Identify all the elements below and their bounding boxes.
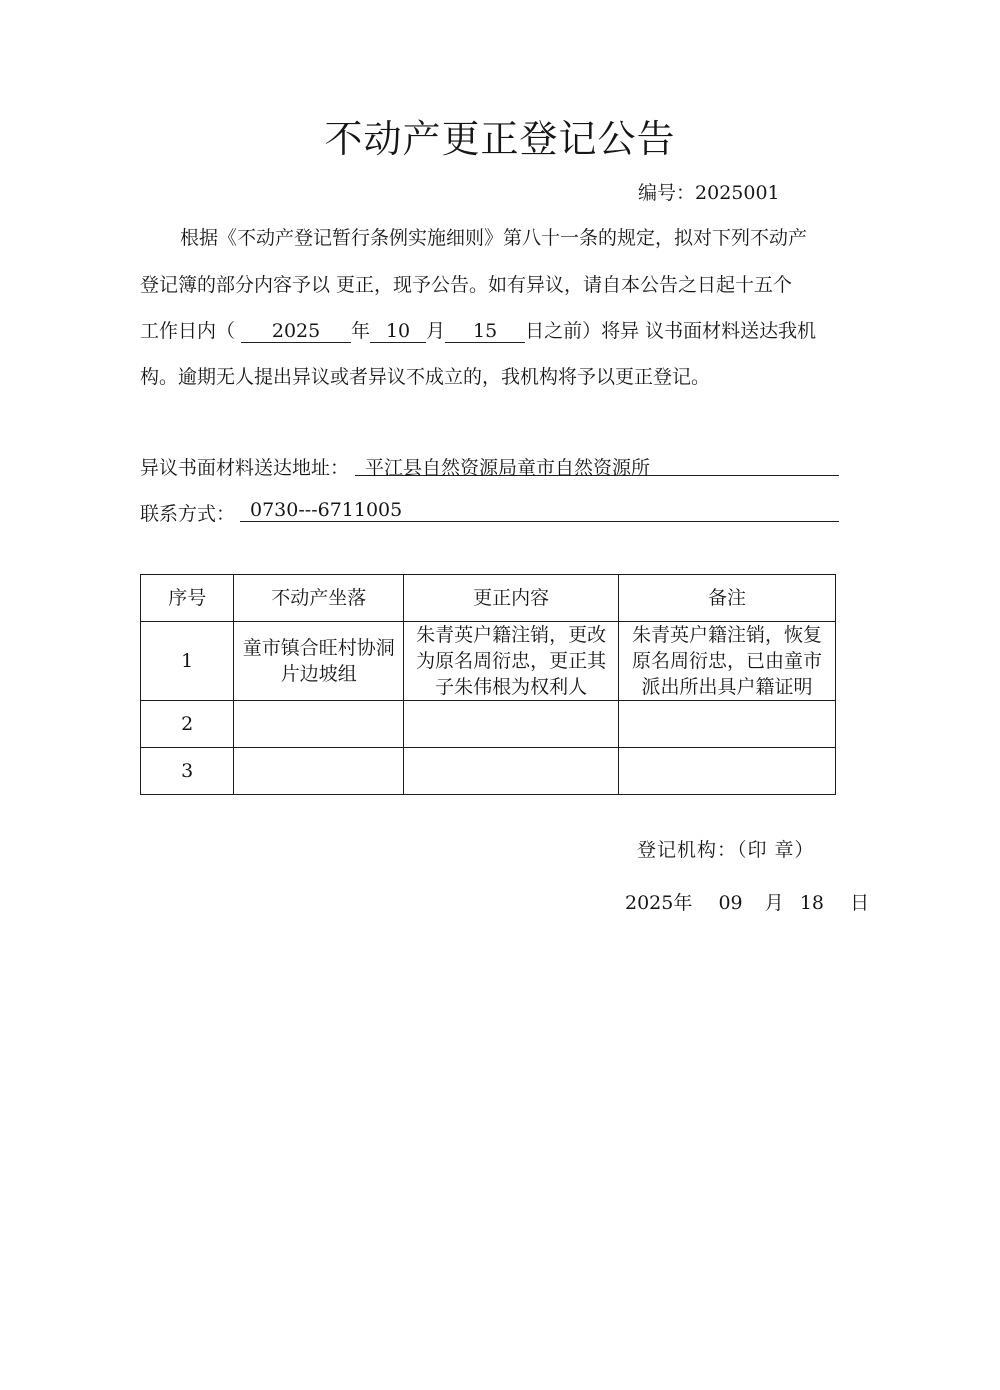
document-number-label: 编号： (638, 182, 696, 204)
deadline-year: 2025 (241, 322, 351, 343)
cell-remark (619, 701, 836, 748)
date-day-char: 日 (850, 892, 870, 914)
cell-no: 1 (141, 622, 234, 701)
paragraph-line-3-prefix: 工作日内（ (140, 320, 242, 342)
cell-no: 3 (141, 748, 234, 795)
issue-date (625, 888, 869, 915)
date-month: 09 (718, 892, 743, 914)
paragraph-line-3-suffix: 日之前）将异 议书面材料送达我机 (525, 320, 817, 342)
cell-no: 2 (141, 701, 234, 748)
contact-value: 0730---6711005 (240, 499, 839, 522)
header-no: 序号 (141, 575, 234, 622)
page-title: 不动产更正登记公告 (324, 117, 676, 161)
header-content: 更正内容 (404, 575, 619, 622)
correction-table (140, 574, 836, 795)
table-header-row (141, 575, 836, 622)
table-row (141, 622, 836, 701)
cell-location (234, 701, 404, 748)
cell-content (404, 701, 619, 748)
cell-remark (619, 748, 836, 795)
cell-content: 朱青英户籍注销，更改为原名周衍忠，更正其子朱伟根为权利人 (404, 622, 619, 701)
cell-remark: 朱青英户籍注销，恢复原名周衍忠，已由童市派出所出具户籍证明 (619, 622, 836, 701)
date-year: 2025年 (625, 892, 693, 914)
paragraph-line-3 (140, 316, 816, 343)
date-day: 18 (799, 892, 825, 914)
cell-location (234, 748, 404, 795)
registration-agency: 登记机构：（印 章） (637, 839, 815, 861)
cell-location: 童市镇合旺村协洞片边坡组 (234, 622, 404, 701)
paragraph-line-1: 根据《不动产登记暂行条例实施细则》第八十一条的规定，拟对下列不动产 (180, 227, 808, 249)
deadline-day: 15 (445, 322, 525, 343)
cell-content (404, 748, 619, 795)
header-remark: 备注 (619, 575, 836, 622)
document-number (638, 178, 780, 205)
month-char: 月 (426, 320, 446, 342)
year-char: 年 (351, 320, 371, 342)
deadline-month: 10 (370, 322, 426, 343)
date-month-char: 月 (764, 892, 784, 914)
paragraph-line-2: 登记簿的部分内容予以 更正，现予公告。如有异议，请自本公告之日起十五个 (140, 274, 793, 296)
contact-label: 联系方式： (140, 503, 236, 525)
table-row (141, 701, 836, 748)
paragraph-line-4: 构。逾期无人提出异议或者异议不成立的，我机构将予以更正登记。 (140, 366, 711, 388)
header-location: 不动产坐落 (234, 575, 404, 622)
address-label: 异议书面材料送达地址： (140, 457, 350, 479)
document-number-value: 2025001 (695, 182, 780, 204)
table-row (141, 748, 836, 795)
address-value: 平江县自然资源局童市自然资源所 (355, 453, 839, 476)
